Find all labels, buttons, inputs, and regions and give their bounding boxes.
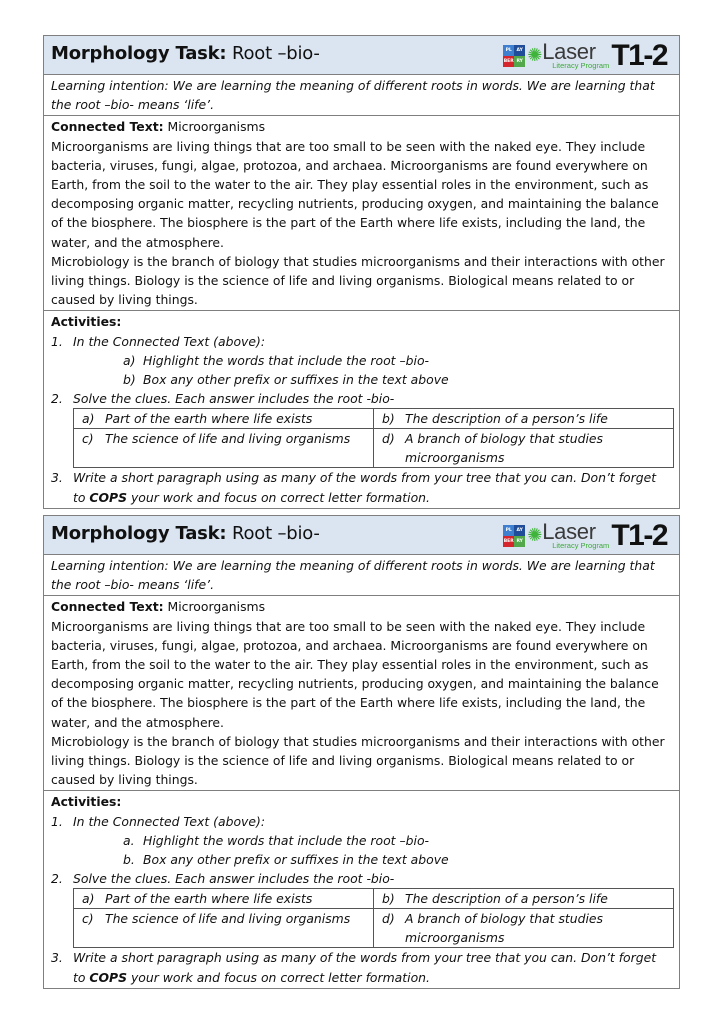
item-text-part: Write a short paragraph using as many of the words from your tree that you can. Don’t forget to	[73, 470, 657, 505]
item-number: 2.	[51, 871, 63, 887]
connected-text-label: Connected Text:	[51, 599, 164, 615]
clue-letter: d)	[382, 431, 395, 447]
activities-label: Activities:	[51, 794, 122, 810]
item-text-part: your work and focus on correct letter formation.	[127, 489, 430, 505]
item-text	[73, 948, 672, 986]
clue-cell	[74, 889, 374, 909]
connected-text-heading	[51, 117, 672, 136]
clue-letter: b)	[382, 891, 395, 907]
logo-wordmark	[542, 39, 610, 70]
learning-intention: Learning intention: We are learning the meaning of different roots in words. We are learning that the root –bio- means ‘life’.	[44, 75, 679, 116]
puzzle-piece: RY	[514, 536, 525, 547]
puzzle-piece: RY	[514, 56, 525, 67]
laser-logo	[503, 520, 667, 550]
clue-text: The description of a person’s life	[405, 891, 608, 907]
table-row	[74, 429, 674, 468]
level-badge: T1-2	[611, 39, 667, 72]
card-title	[51, 523, 320, 544]
item-text: In the Connected Text (above):	[73, 813, 266, 829]
subitem-text: Box any other prefix or suffixes in the text above	[143, 372, 449, 388]
subitem-text: Highlight the words that include the root –bio-	[143, 832, 430, 848]
title-label: Morphology Task:	[51, 523, 227, 544]
learning-intention: Learning intention: We are learning the meaning of different roots in words. We are learning that the root –bio- means ‘life’.	[44, 555, 679, 596]
item-number: 2.	[51, 391, 63, 407]
logo-brand: Laser	[542, 519, 596, 544]
puzzle-piece: PL	[503, 45, 514, 56]
item-text	[73, 468, 672, 506]
connected-text-paragraph: Microorganisms are living things that are too small to be seen with the naked eye. They include bacteria, viruses, fungi, algae, protozoa, and archaea. Microorganisms are found everywhere on Earth, from the soil to the water to the air. They play essential roles in the environment, such as decomposing organic matter, recycling nutrients, producing oxygen, and maintaining the balance of the biosphere. The biosphere is the part of the Earth where life exists, including the land, the water, and the atmosphere.	[51, 138, 659, 250]
item-text: Solve the clues. Each answer includes the root -bio-	[73, 871, 395, 887]
connected-text-title: Microorganisms	[163, 599, 266, 615]
activity-item	[51, 948, 672, 986]
connected-text-section	[44, 596, 679, 791]
cops-keyword: COPS	[89, 489, 128, 505]
card-title	[51, 43, 320, 64]
subitem-letter: b.	[123, 852, 135, 868]
clue-cell	[74, 909, 374, 948]
clue-cell	[374, 909, 674, 948]
worksheet-card-1	[43, 35, 680, 509]
subitem-text: Box any other prefix or suffixes in the text above	[143, 852, 449, 868]
worksheet-card-2	[43, 515, 680, 989]
activity-item	[51, 389, 672, 408]
puzzle-piece: AY	[514, 525, 525, 536]
connected-text-label: Connected Text:	[51, 119, 164, 135]
activity-item	[51, 332, 672, 351]
clue-letter: a)	[82, 891, 95, 907]
activities-section	[44, 311, 679, 507]
logo-brand: Laser	[542, 39, 596, 64]
clue-text: The science of life and living organisms	[105, 431, 351, 447]
item-text-part: your work and focus on correct letter formation.	[127, 969, 430, 985]
card-header	[44, 516, 679, 555]
subitem-letter: a)	[123, 352, 136, 368]
activity-subitem	[51, 831, 672, 850]
card-header	[44, 36, 679, 75]
activity-subitem	[51, 351, 672, 370]
clue-text: A branch of biology that studies microorganisms	[405, 911, 604, 946]
title-root: Root –bio-	[226, 523, 320, 544]
clue-letter: c)	[82, 431, 94, 447]
cops-keyword: COPS	[89, 969, 128, 985]
puzzle-piece: PL	[503, 525, 514, 536]
connected-text-paragraph: Microorganisms are living things that are too small to be seen with the naked eye. They include bacteria, viruses, fungi, algae, protozoa, and archaea. Microorganisms are found everywhere on Earth, from the soil to the water to the air. They play essential roles in the environment, such as decomposing organic matter, recycling nutrients, producing oxygen, and maintaining the balance of the biosphere. The biosphere is the part of the Earth where life exists, including the land, the water, and the atmosphere.	[51, 618, 659, 730]
puzzle-icon	[503, 45, 525, 67]
item-number: 1.	[51, 333, 63, 349]
title-root: Root –bio-	[226, 43, 320, 64]
clue-letter: c)	[82, 911, 94, 927]
level-badge: T1-2	[611, 519, 667, 552]
item-text: In the Connected Text (above):	[73, 333, 266, 349]
clue-letter: b)	[382, 411, 395, 427]
clue-cell	[374, 889, 674, 909]
table-row	[74, 889, 674, 909]
item-text: Solve the clues. Each answer includes the root -bio-	[73, 391, 395, 407]
activities-section	[44, 791, 679, 987]
activity-item	[51, 468, 672, 506]
clue-text: The science of life and living organisms	[105, 911, 351, 927]
laser-logo	[503, 40, 667, 70]
clue-text: The description of a person’s life	[405, 411, 608, 427]
clue-cell	[374, 409, 674, 429]
clue-text: Part of the earth where life exists	[105, 411, 313, 427]
clue-cell	[74, 429, 374, 468]
logo-tagline: Literacy Program	[552, 541, 610, 550]
connected-text-heading	[51, 597, 672, 616]
title-label: Morphology Task:	[51, 43, 227, 64]
subitem-letter: b)	[123, 372, 136, 388]
subitem-letter: a.	[123, 832, 135, 848]
clue-text: Part of the earth where life exists	[105, 891, 313, 907]
item-number: 1.	[51, 813, 63, 829]
activity-item	[51, 812, 672, 831]
puzzle-piece: AY	[514, 45, 525, 56]
subitem-text: Highlight the words that include the root –bio-	[143, 352, 430, 368]
clue-letter: a)	[82, 411, 95, 427]
puzzle-piece: BER	[503, 56, 514, 67]
clues-table	[73, 888, 674, 948]
logo-wordmark	[542, 519, 610, 550]
clue-cell	[74, 409, 374, 429]
activity-subitem	[51, 850, 672, 869]
table-row	[74, 909, 674, 948]
activity-item	[51, 869, 672, 888]
connected-text-paragraph: Microbiology is the branch of biology that studies microorganisms and their interactions with other living things. Biology is the science of life and living organisms. Biological means related to or caused by living things.	[51, 253, 665, 308]
connected-text-section	[44, 116, 679, 311]
logo-tagline: Literacy Program	[552, 61, 610, 70]
starburst-icon: ✺	[527, 525, 543, 546]
puzzle-piece: BER	[503, 536, 514, 547]
clue-cell	[374, 429, 674, 468]
item-text-part: Write a short paragraph using as many of the words from your tree that you can. Don’t forget to	[73, 950, 657, 985]
puzzle-icon	[503, 525, 525, 547]
clues-table	[73, 408, 674, 468]
table-row	[74, 409, 674, 429]
activity-subitem	[51, 370, 672, 389]
connected-text-paragraph: Microbiology is the branch of biology that studies microorganisms and their interactions with other living things. Biology is the science of life and living organisms. Biological means related to or caused by living things.	[51, 733, 665, 788]
starburst-icon: ✺	[527, 45, 543, 66]
clue-letter: d)	[382, 911, 395, 927]
connected-text-title: Microorganisms	[163, 119, 266, 135]
activities-label: Activities:	[51, 314, 122, 330]
item-number: 3.	[51, 950, 63, 966]
clue-text: A branch of biology that studies microorganisms	[405, 431, 604, 466]
item-number: 3.	[51, 470, 63, 486]
